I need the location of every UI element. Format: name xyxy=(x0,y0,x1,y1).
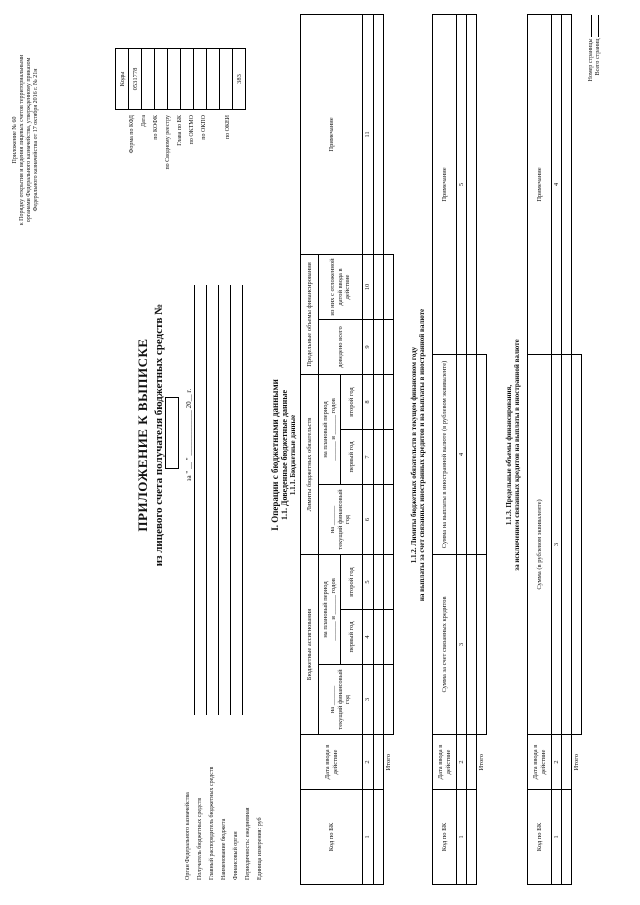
section-1-heading: I. Операции с бюджетными данными xyxy=(270,379,280,531)
code-okei: 383 xyxy=(233,49,246,110)
page-number-row xyxy=(588,15,595,145)
col-group-limits: Лимиты бюджетных обязательств xyxy=(301,374,319,554)
col-code-bk: Код по БК xyxy=(301,790,363,885)
code-label-date: Дата xyxy=(141,115,147,127)
col-ba-first-year: первый год xyxy=(341,610,363,665)
table-row[interactable] xyxy=(374,14,384,884)
code-blank[interactable] xyxy=(220,49,233,110)
label-recipient: Получатель бюджетных средств xyxy=(197,797,203,880)
col-note-113: Примечание xyxy=(528,15,552,355)
page-subtitle xyxy=(153,265,179,605)
section-1-1-heading: 1.1. Доведенные бюджетные данные xyxy=(280,389,289,521)
lim-current-year-label: текущий финансовый год xyxy=(336,489,352,550)
header-fields xyxy=(185,280,269,880)
column-numbers-row xyxy=(363,14,374,884)
section-1-1-1-heading: 1.1.1. Бюджетные данные xyxy=(289,414,297,496)
ba-plan-period-label: на плановый период xyxy=(322,581,330,638)
field-treasury-organ[interactable] xyxy=(194,285,195,715)
col-sum-credit-112: Сумма за счет связанных кредитов xyxy=(433,555,457,735)
code-label-oktmo: по ОКТМО xyxy=(189,115,195,145)
account-number-box[interactable] xyxy=(165,397,179,469)
col-num: 1 xyxy=(552,790,562,885)
code-date[interactable] xyxy=(142,49,155,110)
itogo-row xyxy=(384,14,394,884)
col-num: 5 xyxy=(363,555,374,610)
itogo-label-112: Итого xyxy=(478,754,486,771)
section-1-1-2-heading: 1.1.2. Лимиты бюджетных обязательств в текущем финансовом году xyxy=(410,346,418,564)
limits-foreign-table xyxy=(432,14,487,885)
col-lim-first-year: первый год xyxy=(341,430,363,485)
col-num: 10 xyxy=(363,254,374,319)
col-note-112: Примечание xyxy=(433,15,457,355)
appendix-reference xyxy=(12,15,40,265)
code-label-okei: по ОКЕИ xyxy=(225,115,231,140)
label-main-distributor: Главный распорядитель бюджетных средств xyxy=(209,766,215,880)
col-ba-current-year: на ______ текущий финансовый год xyxy=(319,665,363,735)
code-label-blank xyxy=(213,115,225,205)
budget-data-table xyxy=(300,14,394,885)
lim-na-label: на xyxy=(329,526,337,534)
page-number-label: Номер страницы xyxy=(588,38,594,82)
field-financial-organ[interactable] xyxy=(242,285,243,715)
itogo-row xyxy=(572,15,582,885)
col-note: Примечание xyxy=(301,14,363,254)
account-number-label: из лицевого счета получателя бюджетных средств № xyxy=(153,303,165,567)
code-label-glava: Глава по БК xyxy=(177,115,183,146)
ba-plan-period-years: ______ и ______ годов xyxy=(329,578,337,641)
appendix-line-2: к Порядку открытия и ведения лицевых счетов территориальными xyxy=(18,54,25,226)
col-num: 5 xyxy=(457,15,467,355)
itogo-label-113: Итого xyxy=(573,754,581,771)
col-num: 6 xyxy=(363,485,374,555)
section-1-heading-block xyxy=(270,205,297,705)
col-num: 4 xyxy=(363,610,374,665)
col-num: 2 xyxy=(363,735,374,790)
codes-table xyxy=(115,48,246,110)
col-date-113: Дата ввода в действие xyxy=(528,735,552,790)
field-main-distributor[interactable] xyxy=(218,285,219,715)
total-pages-label: Всего страниц xyxy=(594,38,601,76)
col-num: 7 xyxy=(363,430,374,485)
col-num: 3 xyxy=(457,555,467,735)
page-numbering xyxy=(588,15,602,145)
codes-header: Коды xyxy=(116,49,129,110)
col-num: 3 xyxy=(552,355,562,735)
date-line: за " __ " _____________ 20__ г. xyxy=(185,388,193,482)
col-ba-second-year: второй год xyxy=(341,555,363,610)
col-num: 4 xyxy=(457,355,467,555)
label-periodicity: Периодичность: ежедневная xyxy=(245,807,251,880)
itogo-row xyxy=(477,15,487,885)
section-1-1-2-heading-2: на выплаты за счет связанных иностранных кредитов и на выплаты в иностранной валюте xyxy=(418,308,426,602)
label-budget-name: Наименование бюджета xyxy=(221,818,227,880)
appendix-line-1: Приложение № 60 xyxy=(12,116,18,164)
col-num: 4 xyxy=(552,15,562,355)
code-kofk[interactable] xyxy=(155,49,168,110)
codes-labels xyxy=(129,115,237,205)
label-treasury-organ: Орган Федерального казначейства xyxy=(185,792,191,880)
col-lim-second-year: второй год xyxy=(341,374,363,429)
field-budget-name[interactable] xyxy=(230,285,231,715)
code-label-kofk: по КОФК xyxy=(153,115,159,140)
table-row[interactable] xyxy=(562,15,572,885)
col-date-effective: Дата ввода в действие xyxy=(301,735,363,790)
col-num: 11 xyxy=(363,14,374,254)
section-1-1-3-heading: 1.1.3. Предельные объемы финансирования, xyxy=(505,384,513,526)
col-lim-current-year: на ______ текущий финансовый год xyxy=(319,485,363,555)
col-ba-plan-period xyxy=(319,555,341,665)
code-form: 0531778 xyxy=(129,49,142,110)
code-label-form: Форма по КФД xyxy=(129,115,135,154)
appendix-line-3: органами Федерального казначейства, утвержденному приказом xyxy=(25,57,32,223)
col-num: 9 xyxy=(363,319,374,374)
col-num: 1 xyxy=(457,790,467,885)
section-1-1-3-heading-block xyxy=(505,205,521,705)
col-num: 2 xyxy=(457,735,467,790)
page-title: ПРИЛОЖЕНИЕ К ВЫПИСКЕ xyxy=(135,338,150,532)
funding-limits-table xyxy=(527,14,582,885)
field-recipient[interactable] xyxy=(206,285,207,715)
label-financial-organ: Финансовый орган xyxy=(233,831,239,880)
col-sum-currency-112: Сумма на выплаты в иностранной валюте (в рублевом эквиваленте) xyxy=(433,355,457,555)
total-pages-field[interactable] xyxy=(598,15,599,37)
code-oktmo[interactable] xyxy=(194,49,207,110)
itogo-label: Итого xyxy=(385,754,393,771)
col-fund-brought: доведено всего xyxy=(319,319,363,374)
lim-plan-period-years: ______ и ______ годов xyxy=(329,398,337,461)
page-number-field[interactable] xyxy=(591,15,592,37)
code-label-reestr: по Сводному реестру xyxy=(165,115,171,170)
code-reestr[interactable] xyxy=(168,49,181,110)
ba-current-year-label: текущий финансовый год xyxy=(336,669,352,730)
col-group-budget-alloc: Бюджетные ассигнования xyxy=(301,555,319,735)
col-group-funding: Предельные объемы финансирования xyxy=(301,254,319,374)
col-num: 1 xyxy=(363,790,374,885)
code-okpo[interactable] xyxy=(207,49,220,110)
code-label-okpo: по ОКПО xyxy=(201,115,207,140)
col-code-bk-112: Код по БК xyxy=(433,790,457,885)
ba-na-label: на xyxy=(329,706,337,714)
appendix-line-4: Федерального казначейства от 17 октября 2016 г. № 21н xyxy=(32,68,39,212)
col-num: 3 xyxy=(363,665,374,735)
total-pages-row xyxy=(595,15,602,145)
col-code-bk-113: Код по БК xyxy=(528,790,552,885)
col-fund-delayed: из них с отложенной датой ввода в действие xyxy=(319,254,363,319)
code-glava[interactable] xyxy=(181,49,194,110)
col-sum-113: Сумма (в рублевом эквиваленте) xyxy=(528,355,552,735)
col-num: 2 xyxy=(552,735,562,790)
section-1-1-3-heading-2: за исключением связанных кредитов на выплаты в иностранной валюте xyxy=(513,339,521,571)
section-1-1-2-heading-block xyxy=(410,205,426,705)
col-lim-plan-period xyxy=(319,374,341,484)
col-num: 8 xyxy=(363,374,374,429)
label-unit: Единица измерения: руб xyxy=(257,817,263,880)
col-date-112: Дата ввода в действие xyxy=(433,735,457,790)
lim-plan-period-label: на плановый период xyxy=(322,401,330,458)
table-row[interactable] xyxy=(467,15,477,885)
